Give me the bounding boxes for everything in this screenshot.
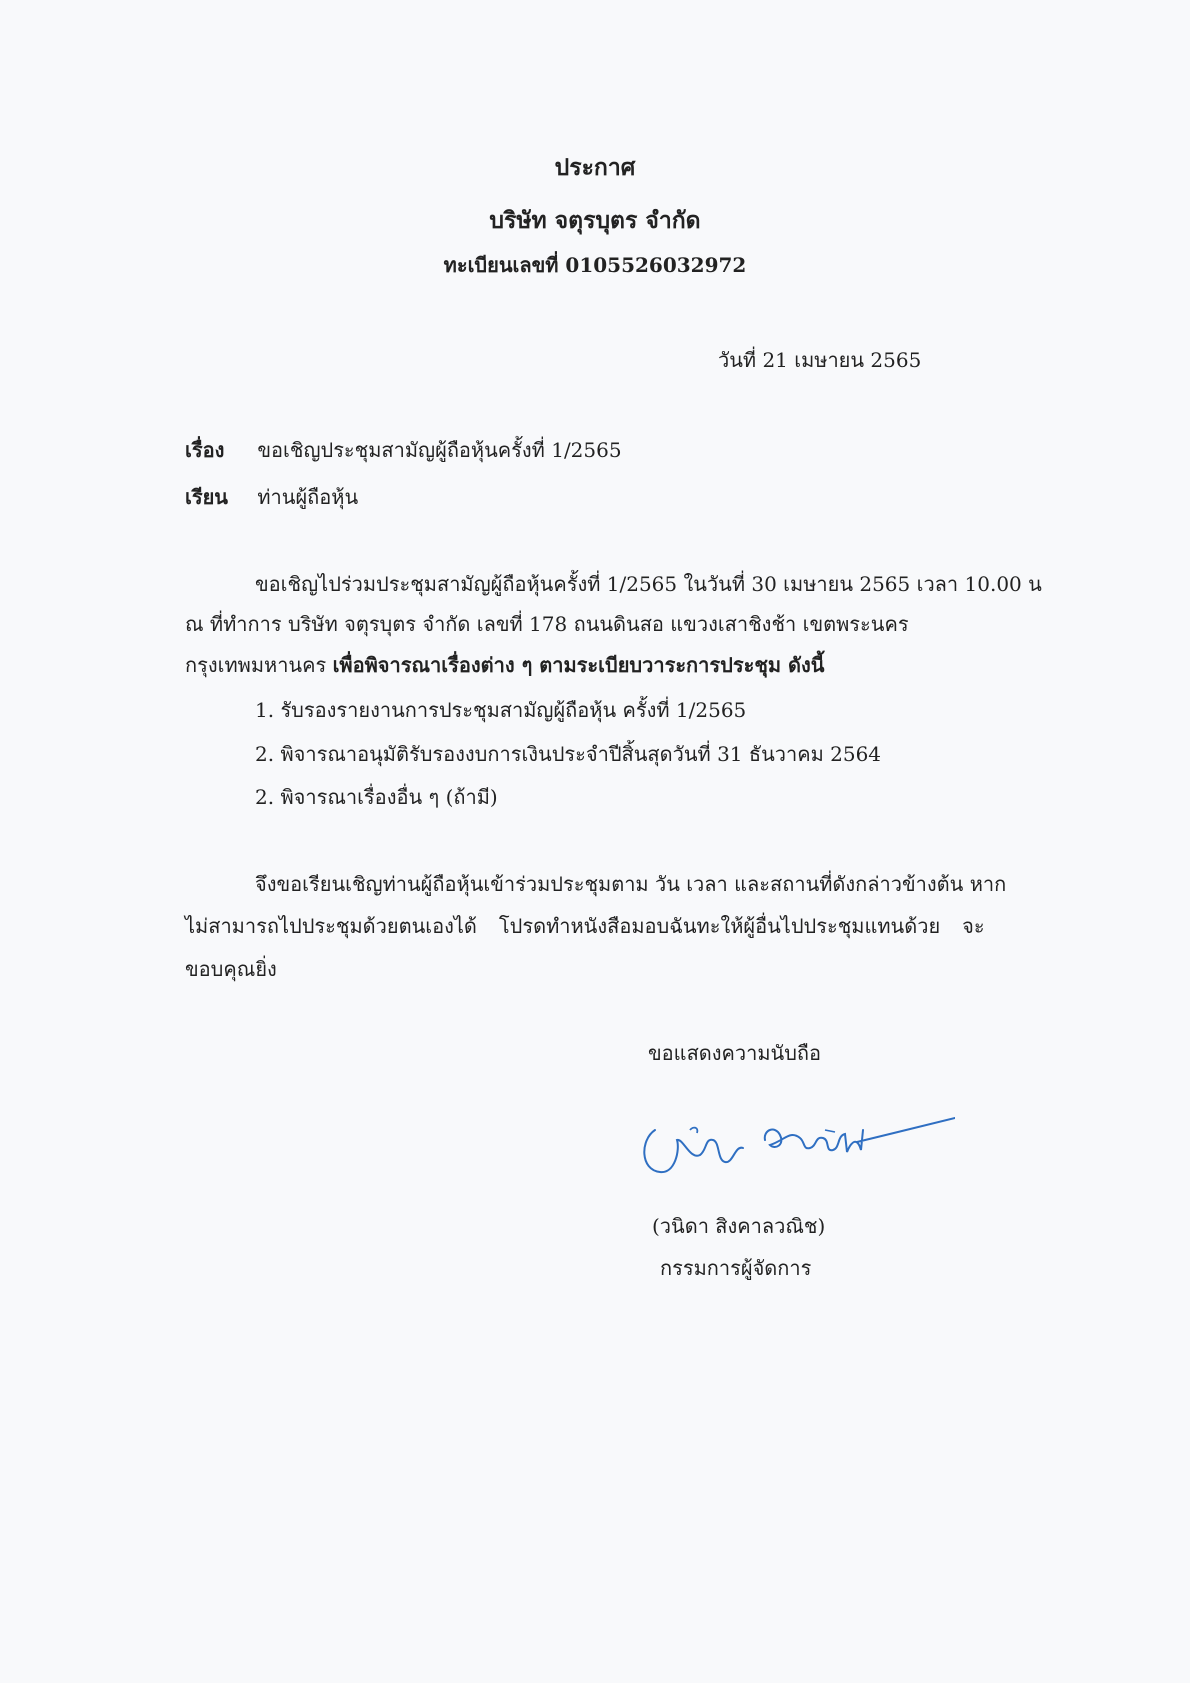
body-line-3-bold: เพื่อพิจารณาเรื่องต่าง ๆ ตามระเบียบวาระการประชุม ดังนี้ [332, 653, 825, 677]
agenda-item: 2. พิจารณาเรื่องอื่น ๆ (ถ้ามี) [255, 785, 498, 809]
conclusion-line-2b: โปรดทำหนังสือมอบฉันทะให้ผู้อื่นไปประชุมแทนด้วย [498, 914, 941, 938]
recipient-label: เรียน [185, 485, 228, 509]
conclusion-line-2a: ไม่สามารถไปประชุมด้วยตนเองได้ [185, 914, 477, 938]
registration-number: ทะเบียนเลขที่ 0105526032972 [443, 253, 747, 277]
company-name: บริษัท จตุรบุตร จำกัด [489, 207, 701, 234]
document-date: วันที่ 21 เมษายน 2565 [718, 348, 922, 372]
subject-row [185, 434, 622, 466]
announcement-title: ประกาศ [554, 154, 636, 181]
subject-label: เรื่อง [185, 438, 225, 462]
signer-position: กรรมการผู้จัดการ [660, 1256, 812, 1280]
subject-value: ขอเชิญประชุมสามัญผู้ถือหุ้นครั้งที่ 1/2565 [257, 438, 622, 462]
recipient-value: ท่านผู้ถือหุ้น [257, 485, 359, 509]
agenda-item: 1. รับรองรายงานการประชุมสามัญผู้ถือหุ้น ครั้งที่ 1/2565 [255, 698, 747, 722]
conclusion-line-3: ขอบคุณยิ่ง [185, 957, 277, 981]
conclusion-line-1: จึงขอเรียนเชิญท่านผู้ถือหุ้นเข้าร่วมประชุมตาม วัน เวลา และสถานที่ดังกล่าวข้างต้น หาก [255, 872, 1007, 896]
body-line-3 [185, 649, 824, 681]
agenda-item: 2. พิจารณาอนุมัติรับรองงบการเงินประจำปีสิ้นสุดวันที่ 31 ธันวาคม 2564 [255, 742, 882, 766]
conclusion-line-2c: จะ [962, 914, 985, 938]
conclusion-line-2 [185, 910, 985, 942]
signer-name: (วนิดา สิงคาลวณิช) [652, 1214, 826, 1238]
body-line-2: ณ ที่ทำการ บริษัท จตุรบุตร จำกัด เลขที่ 178 ถนนดินสอ แขวงเสาชิงช้า เขตพระนคร [185, 612, 909, 636]
body-line-1: ขอเชิญไปร่วมประชุมสามัญผู้ถือหุ้นครั้งที่ 1/2565 ในวันที่ 30 เมษายน 2565 เวลา 10.00 น [255, 572, 1042, 596]
signature-image [635, 1100, 955, 1190]
recipient-row [185, 481, 358, 513]
closing-salutation: ขอแสดงความนับถือ [648, 1041, 822, 1065]
body-line-3-plain: กรุงเทพมหานคร [185, 653, 333, 677]
